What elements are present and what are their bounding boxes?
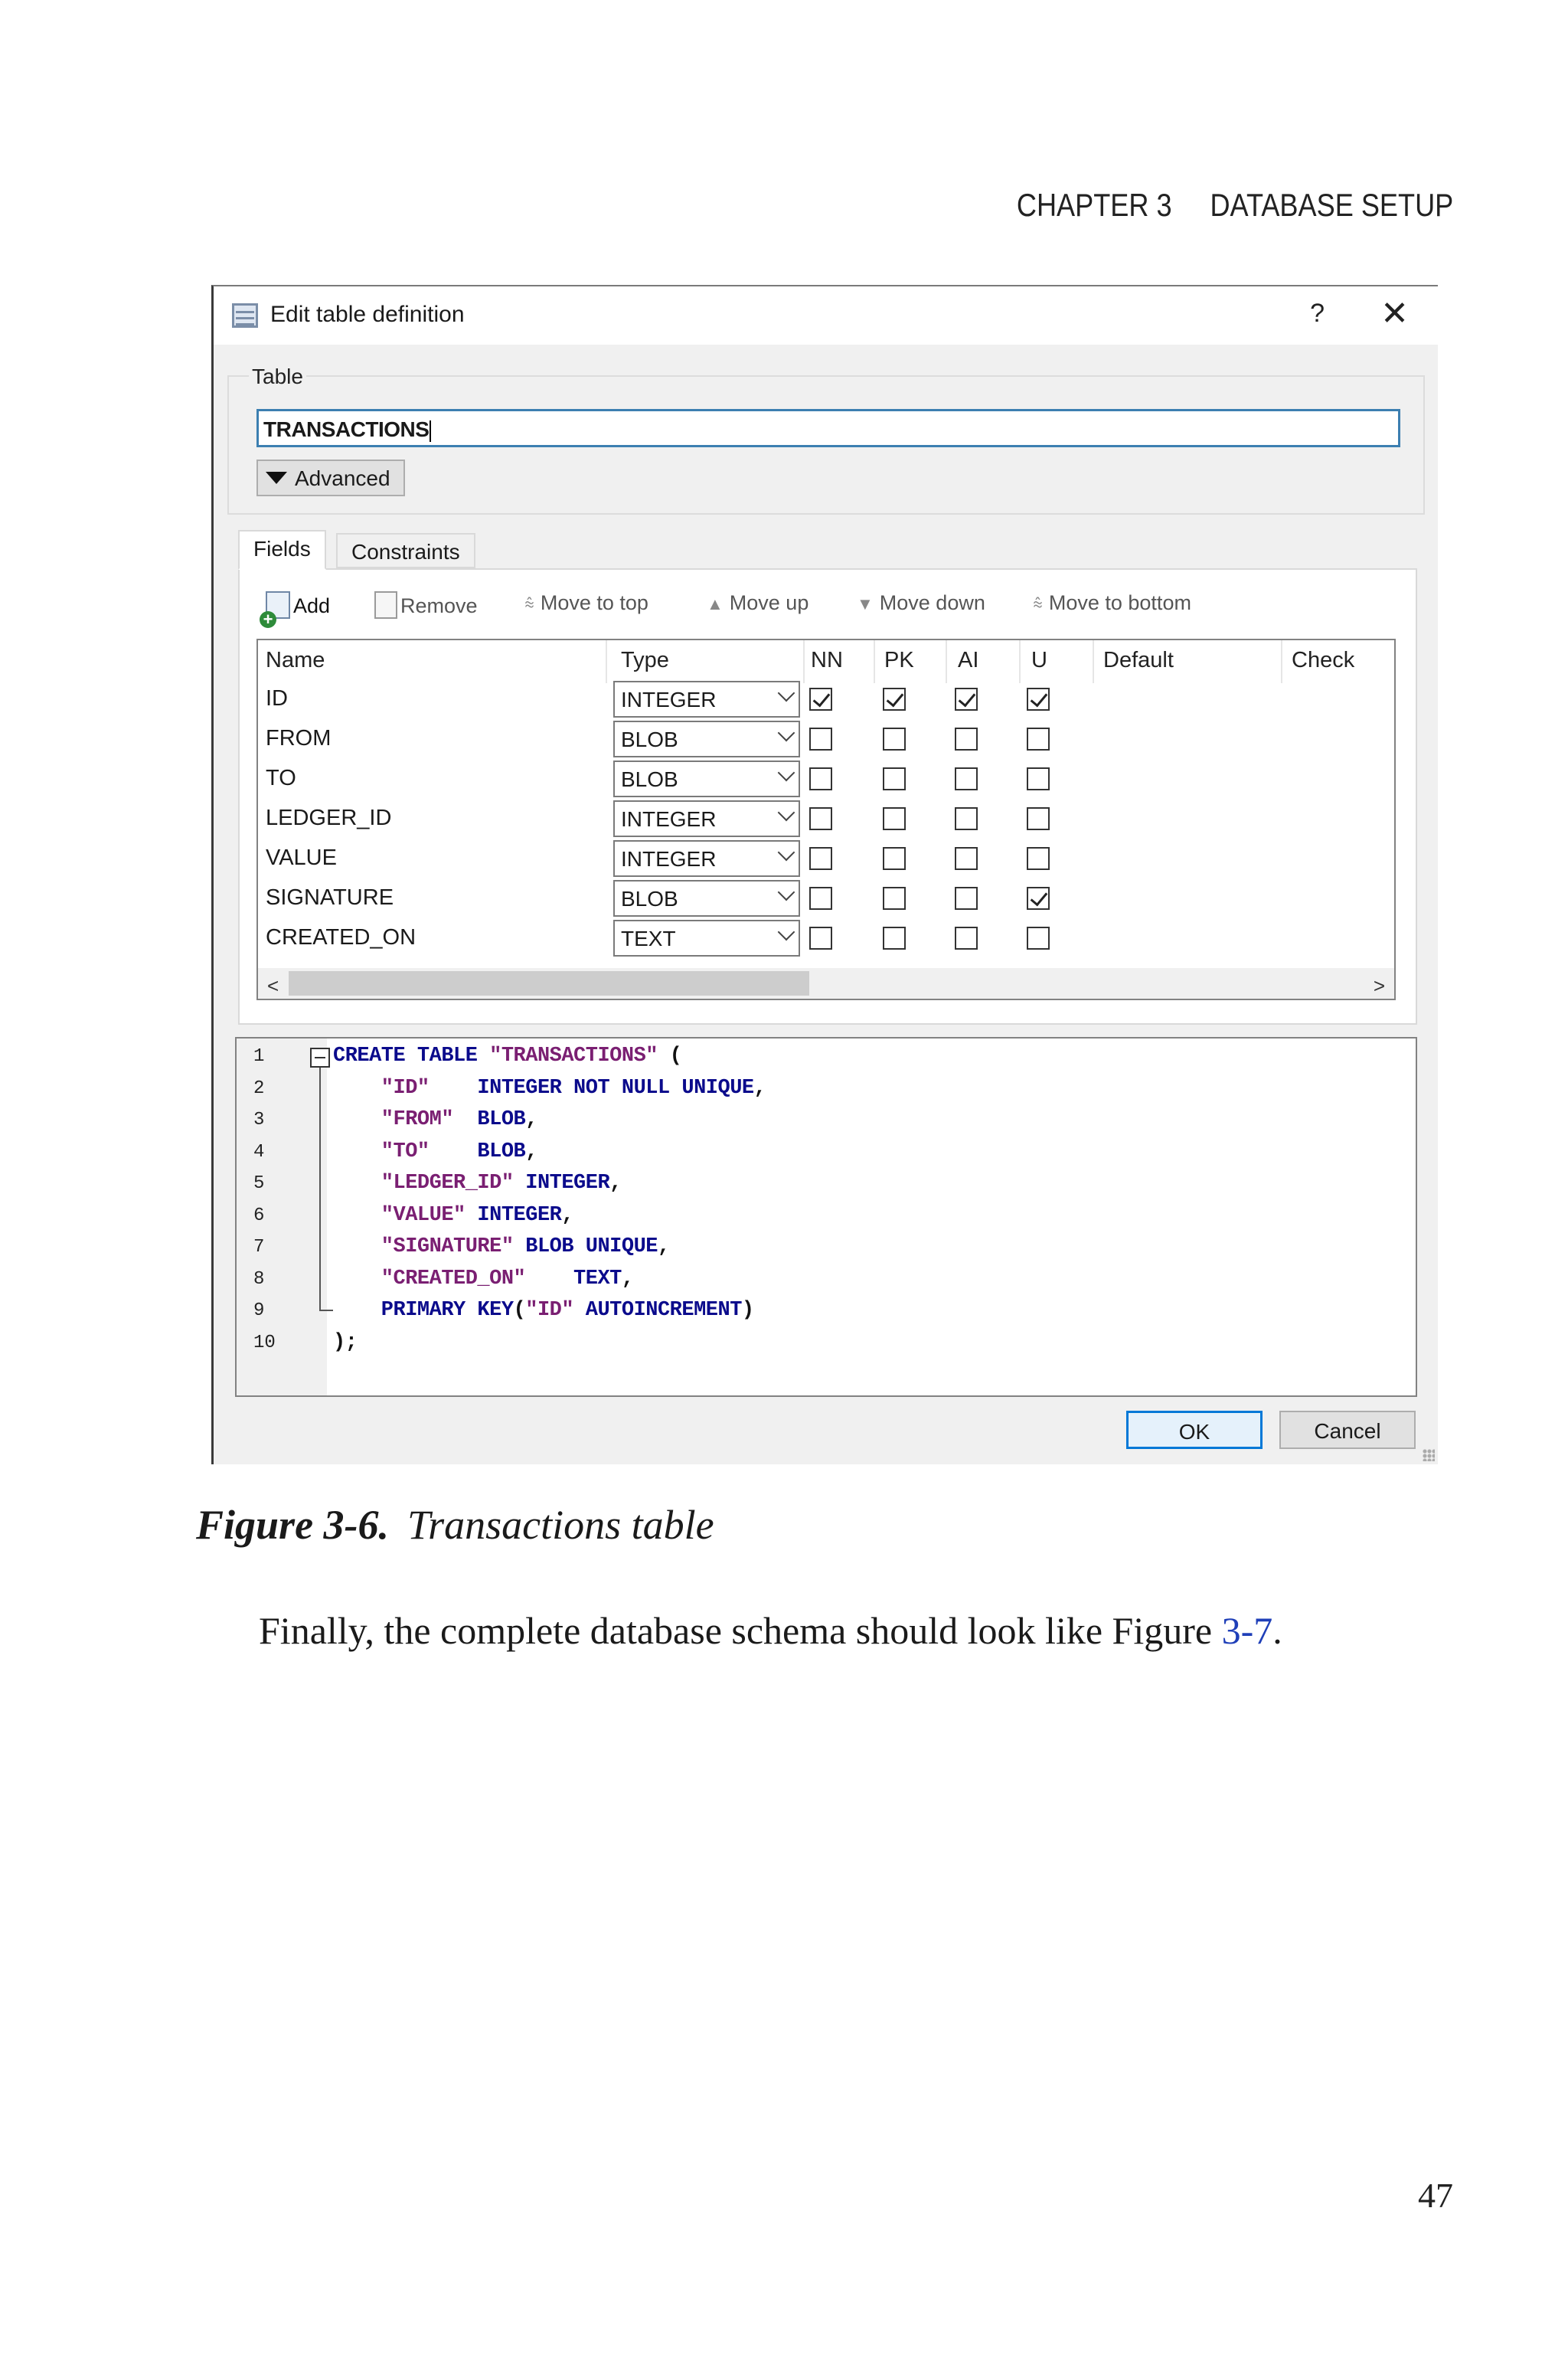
checkbox-nn[interactable] [809, 927, 832, 950]
remove-field-button[interactable] [374, 591, 478, 619]
tab-constraints[interactable]: Constraints [336, 533, 475, 568]
sql-token: CREATE TABLE [333, 1045, 490, 1068]
table-name-input[interactable]: TRANSACTIONS [256, 409, 1400, 447]
field-name-cell[interactable]: SIGNATURE [266, 885, 394, 910]
dialog-title: Edit table definition [270, 302, 465, 327]
cancel-button[interactable]: Cancel [1279, 1411, 1416, 1449]
checkbox-ai[interactable] [955, 728, 978, 751]
move-to-top-button[interactable] [524, 591, 648, 615]
sql-line [333, 1331, 357, 1354]
fold-guide [319, 1068, 321, 1311]
sql-token: , [609, 1172, 622, 1195]
scroll-thumb[interactable] [289, 971, 809, 996]
checkbox-pk[interactable] [883, 767, 906, 790]
sql-token: TEXT [525, 1267, 622, 1290]
field-type-select[interactable] [613, 920, 800, 957]
page-number: 47 [1418, 2176, 1453, 2215]
figure-label: Figure 3-6. [196, 1502, 390, 1548]
line-number: 1 [253, 1046, 265, 1067]
field-name-cell[interactable]: VALUE [266, 846, 337, 870]
fold-toggle-icon[interactable] [310, 1048, 330, 1068]
figure-caption [196, 1501, 714, 1549]
move-top-icon: ⩯ [524, 594, 534, 613]
close-button[interactable]: ✕ [1380, 295, 1409, 332]
column-header-default[interactable]: Default [1103, 648, 1174, 672]
checkbox-pk[interactable] [883, 728, 906, 751]
chevron-down-icon [778, 725, 795, 742]
chevron-down-icon [778, 924, 795, 941]
checkbox-ai[interactable] [955, 847, 978, 870]
field-type-value: BLOB [621, 887, 678, 911]
figure-title: Transactions table [407, 1502, 714, 1548]
sql-token: INTEGER NOT NULL UNIQUE [429, 1076, 754, 1100]
remove-label: Remove [400, 594, 478, 617]
checkbox-u[interactable] [1027, 927, 1050, 950]
sql-token: "VALUE" [333, 1203, 466, 1227]
line-number: 9 [253, 1300, 265, 1321]
checkbox-ai[interactable] [955, 767, 978, 790]
sql-token: , [525, 1140, 537, 1163]
sql-token: "TRANSACTIONS" [489, 1045, 658, 1068]
sql-token: "SIGNATURE" [333, 1235, 514, 1258]
checkbox-u[interactable] [1027, 728, 1050, 751]
sql-token: INTEGER [465, 1203, 562, 1227]
line-number: 8 [253, 1268, 265, 1290]
checkbox-u[interactable] [1027, 807, 1050, 830]
checkbox-u[interactable] [1027, 767, 1050, 790]
chapter-label: CHAPTER 3 [1016, 187, 1172, 223]
field-name-cell[interactable]: ID [266, 686, 288, 711]
sql-token: , [657, 1235, 670, 1258]
checkbox-u[interactable] [1027, 847, 1050, 870]
advanced-button[interactable] [256, 460, 405, 496]
sql-token: ); [333, 1330, 358, 1354]
column-header-ai[interactable]: AI [958, 648, 979, 672]
field-type-select[interactable] [613, 721, 800, 757]
checkbox-pk[interactable] [883, 807, 906, 830]
horizontal-scrollbar[interactable] [258, 968, 1394, 999]
paragraph-text: Finally, the complete database schema should look like Figure [259, 1609, 1222, 1652]
running-head [1017, 187, 1453, 224]
move-bottom-icon: ⩯ [1033, 594, 1043, 613]
checkbox-nn[interactable] [809, 767, 832, 790]
column-divider [1093, 640, 1094, 683]
column-divider [946, 640, 947, 683]
sql-line [333, 1140, 537, 1163]
field-type-value: INTEGER [621, 807, 717, 831]
ok-button[interactable]: OK [1126, 1411, 1263, 1449]
field-type-value: TEXT [621, 927, 676, 950]
move-up-button[interactable] [707, 591, 808, 615]
sql-token: ( [657, 1045, 682, 1068]
dialog-titlebar [214, 286, 1438, 345]
column-header-name[interactable]: Name [266, 648, 325, 672]
sql-line [333, 1077, 766, 1100]
edit-table-dialog [211, 285, 1438, 1464]
resize-grip-icon[interactable] [1423, 1449, 1435, 1461]
figure-link[interactable]: 3-7 [1221, 1609, 1273, 1652]
field-name-cell[interactable]: LEDGER_ID [266, 806, 392, 830]
scroll-right-icon[interactable]: > [1373, 974, 1385, 997]
sql-token: "TO" [333, 1140, 430, 1163]
move-down-icon: ▼ [857, 594, 874, 613]
sql-token: BLOB [429, 1140, 526, 1163]
sql-token: , [525, 1108, 537, 1131]
field-type-value: INTEGER [621, 847, 717, 871]
chapter-title: DATABASE SETUP [1210, 187, 1453, 223]
checkbox-nn[interactable] [809, 807, 832, 830]
checkbox-ai[interactable] [955, 807, 978, 830]
table-icon [232, 303, 258, 328]
advanced-label: Advanced [295, 466, 390, 490]
checkbox-nn[interactable] [809, 847, 832, 870]
column-divider [874, 640, 875, 683]
sql-line [333, 1108, 537, 1131]
checkbox-pk[interactable] [883, 887, 906, 910]
sql-token: BLOB UNIQUE [513, 1235, 658, 1258]
move-down-label: Move down [879, 591, 985, 614]
checkbox-nn[interactable] [809, 728, 832, 751]
add-field-button[interactable] [266, 591, 330, 619]
move-to-bottom-button[interactable] [1033, 591, 1191, 615]
line-number: 10 [253, 1332, 276, 1353]
caret-down-icon [266, 472, 287, 484]
checkbox-u[interactable] [1027, 688, 1050, 711]
fold-guide-end [319, 1310, 333, 1311]
line-number: 5 [253, 1173, 265, 1194]
sql-line [333, 1172, 622, 1195]
body-paragraph [259, 1608, 1282, 1653]
sql-preview [235, 1037, 1417, 1397]
sql-token: "FROM" [333, 1108, 454, 1131]
checkbox-ai[interactable] [955, 887, 978, 910]
checkbox-pk[interactable] [883, 927, 906, 950]
field-type-select[interactable] [613, 880, 800, 917]
tab-fields[interactable]: Fields [238, 530, 326, 570]
sql-token: , [753, 1076, 766, 1100]
sql-token: AUTOINCREMENT [573, 1299, 742, 1322]
sql-token: INTEGER [513, 1172, 610, 1195]
paragraph-end: . [1272, 1609, 1282, 1652]
sql-line [333, 1045, 681, 1068]
chevron-down-icon [778, 804, 795, 822]
field-type-select[interactable] [613, 800, 800, 837]
column-divider [1281, 640, 1282, 683]
add-label: Add [293, 594, 331, 617]
chevron-down-icon [778, 844, 795, 862]
sql-token: "ID" [525, 1299, 574, 1322]
scroll-left-icon[interactable]: < [267, 974, 279, 997]
fields-grid [256, 639, 1396, 1000]
sql-line [333, 1204, 573, 1227]
sql-line [333, 1268, 634, 1290]
field-name-cell[interactable]: FROM [266, 726, 332, 751]
column-divider [803, 640, 805, 683]
checkbox-u[interactable] [1027, 887, 1050, 910]
column-header-u[interactable]: U [1031, 648, 1047, 672]
column-divider [606, 640, 607, 683]
move-top-label: Move to top [540, 591, 648, 614]
sql-token: ) [741, 1299, 754, 1322]
chevron-down-icon [778, 884, 795, 901]
column-header-type[interactable]: Type [621, 648, 669, 672]
line-number: 2 [253, 1078, 265, 1099]
sql-token: , [621, 1267, 634, 1290]
column-header-pk[interactable]: PK [884, 648, 914, 672]
sql-line [333, 1299, 754, 1322]
column-header-nn[interactable]: NN [811, 648, 843, 672]
sql-token: "ID" [333, 1076, 430, 1100]
field-name-cell[interactable]: TO [266, 766, 296, 790]
column-divider [1019, 640, 1021, 683]
field-type-select[interactable] [613, 681, 800, 718]
chevron-down-icon [778, 685, 795, 702]
help-button[interactable]: ? [1310, 299, 1325, 328]
remove-icon [374, 591, 397, 619]
line-number: 7 [253, 1237, 265, 1258]
sql-token: , [561, 1203, 574, 1227]
move-up-icon: ▲ [707, 594, 724, 613]
line-number: 3 [253, 1110, 265, 1130]
field-type-value: BLOB [621, 767, 678, 791]
move-bottom-label: Move to bottom [1048, 591, 1191, 614]
move-down-button[interactable] [857, 591, 985, 615]
table-group-label: Table [249, 365, 306, 389]
sql-token: PRIMARY KEY [333, 1299, 514, 1322]
chevron-down-icon [778, 764, 795, 782]
line-number: 4 [253, 1141, 265, 1163]
move-up-label: Move up [729, 591, 809, 614]
field-type-select[interactable] [613, 840, 800, 877]
checkbox-nn[interactable] [809, 887, 832, 910]
sql-token: "LEDGER_ID" [333, 1172, 514, 1195]
checkbox-pk[interactable] [883, 688, 906, 711]
sql-token: "CREATED_ON" [333, 1267, 526, 1290]
add-icon [266, 591, 290, 619]
checkbox-ai[interactable] [955, 688, 978, 711]
field-type-value: INTEGER [621, 688, 717, 711]
checkbox-pk[interactable] [883, 847, 906, 870]
field-type-value: BLOB [621, 728, 678, 751]
line-number-gutter [237, 1039, 327, 1395]
checkbox-nn[interactable] [809, 688, 832, 711]
field-type-select[interactable] [613, 761, 800, 797]
sql-token: ( [513, 1299, 526, 1322]
line-number: 6 [253, 1205, 265, 1226]
sql-line [333, 1235, 670, 1258]
checkbox-ai[interactable] [955, 927, 978, 950]
field-name-cell[interactable]: CREATED_ON [266, 925, 416, 950]
sql-token: BLOB [453, 1108, 526, 1131]
column-header-check[interactable]: Check [1292, 648, 1355, 672]
